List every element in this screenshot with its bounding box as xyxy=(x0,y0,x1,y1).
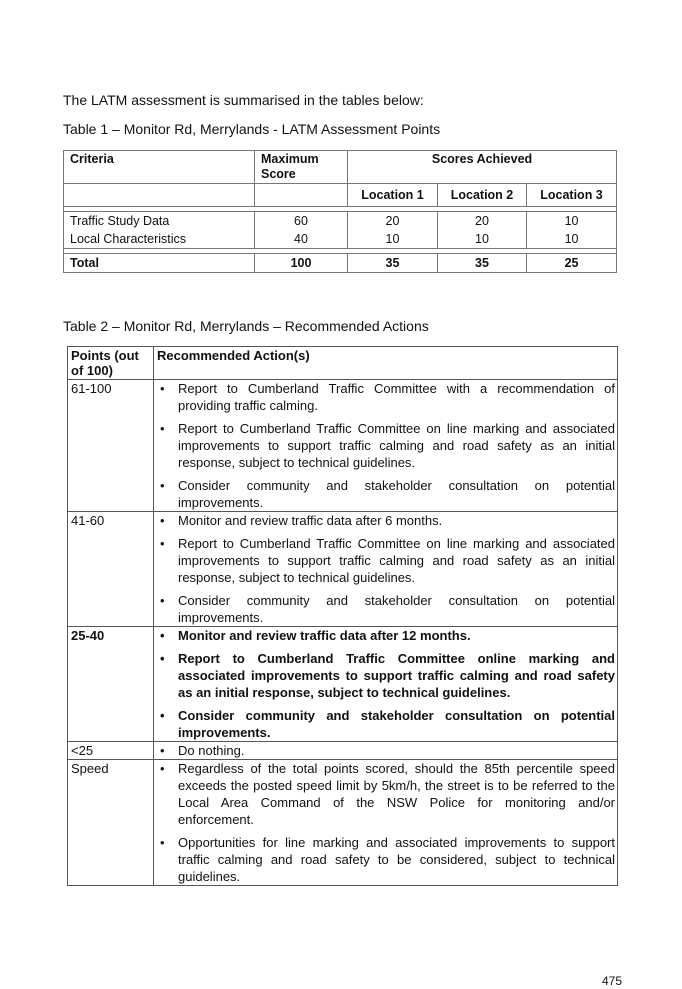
bullet-icon: • xyxy=(160,593,165,608)
action-text: Regardless of the total points scored, should the 85th percentile speed exceeds the posted speed limit by 5km/h, the street is to be referred to the Local Area Command of the NSW Police for monitoring and/or enforcement. xyxy=(178,761,615,827)
header-location-3: Location 3 xyxy=(527,184,617,207)
table-row xyxy=(64,230,617,249)
action-text: Monitor and review traffic data after 6 months. xyxy=(178,513,443,528)
criteria-cell: Local Characteristics xyxy=(64,230,255,249)
points-cell: 41-60 xyxy=(68,512,154,627)
recommended-actions-table xyxy=(67,346,618,886)
header-scores-achieved: Scores Achieved xyxy=(348,151,617,184)
list-item xyxy=(154,707,615,741)
total-location-2-cell: 35 xyxy=(438,254,527,273)
list-item xyxy=(154,742,615,759)
location-3-cell: 10 xyxy=(527,212,617,231)
points-cell: 25-40 xyxy=(68,627,154,742)
header-blank-cell xyxy=(255,184,348,207)
total-location-3-cell: 25 xyxy=(527,254,617,273)
location-1-cell: 20 xyxy=(348,212,438,231)
bullet-icon: • xyxy=(160,651,165,666)
header-blank-cell xyxy=(64,184,255,207)
action-list xyxy=(154,760,615,885)
max-score-cell: 60 xyxy=(255,212,348,231)
table2-caption: Table 2 – Monitor Rd, Merrylands – Recommended Actions xyxy=(63,318,429,334)
location-3-cell: 10 xyxy=(527,230,617,249)
list-item xyxy=(154,512,615,529)
header-recommended-actions: Recommended Action(s) xyxy=(154,347,618,380)
table1-caption: Table 1 – Monitor Rd, Merrylands - LATM Assessment Points xyxy=(63,121,441,137)
actions-cell xyxy=(154,627,618,742)
actions-cell xyxy=(154,760,618,886)
list-item xyxy=(154,627,615,644)
action-text: Do nothing. xyxy=(178,743,245,758)
action-list xyxy=(154,380,615,511)
total-row xyxy=(64,254,617,273)
actions-cell xyxy=(154,512,618,627)
list-item xyxy=(154,477,615,511)
total-label-cell: Total xyxy=(64,254,255,273)
total-max-cell: 100 xyxy=(255,254,348,273)
action-text: Monitor and review traffic data after 12 months. xyxy=(178,628,471,643)
table-row xyxy=(68,760,618,886)
bullet-icon: • xyxy=(160,478,165,493)
location-2-cell: 10 xyxy=(438,230,527,249)
list-item xyxy=(154,380,615,414)
bullet-icon: • xyxy=(160,381,165,396)
list-item xyxy=(154,834,615,885)
list-item xyxy=(154,650,615,701)
action-list xyxy=(154,742,615,759)
points-cell: Speed xyxy=(68,760,154,886)
bullet-icon: • xyxy=(160,421,165,436)
action-list xyxy=(154,512,615,626)
bullet-icon: • xyxy=(160,513,165,528)
action-text: Consider community and stakeholder consultation on potential improvements. xyxy=(178,708,615,740)
table-row xyxy=(68,627,618,742)
table-row xyxy=(68,512,618,627)
bullet-icon: • xyxy=(160,628,165,643)
header-maximum-score: Maximum Score xyxy=(255,151,348,184)
table-row xyxy=(68,380,618,512)
location-2-cell: 20 xyxy=(438,212,527,231)
action-text: Consider community and stakeholder consultation on potential improvements. xyxy=(178,478,615,510)
bullet-icon: • xyxy=(160,708,165,723)
list-item xyxy=(154,420,615,471)
table-row xyxy=(68,742,618,760)
header-points: Points (out of 100) xyxy=(68,347,154,380)
bullet-icon: • xyxy=(160,536,165,551)
action-text: Report to Cumberland Traffic Committee on line marking and associated improvements to support traffic calming and road safety as an initial response, subject to technical guidelines. xyxy=(178,421,615,470)
header-location-1: Location 1 xyxy=(348,184,438,207)
action-text: Report to Cumberland Traffic Committee online marking and associated improvements to support traffic calming and road safety as an initial response, subject to technical guidelines. xyxy=(178,651,615,700)
list-item xyxy=(154,535,615,586)
intro-text: The LATM assessment is summarised in the tables below: xyxy=(63,92,424,108)
points-cell: <25 xyxy=(68,742,154,760)
bullet-icon: • xyxy=(160,835,165,850)
actions-cell xyxy=(154,742,618,760)
location-1-cell: 10 xyxy=(348,230,438,249)
actions-cell xyxy=(154,380,618,512)
total-location-1-cell: 35 xyxy=(348,254,438,273)
bullet-icon: • xyxy=(160,743,165,758)
list-item xyxy=(154,592,615,626)
action-text: Opportunities for line marking and associated improvements to support traffic calming and road safety to be considered, subject to technical guidelines. xyxy=(178,835,615,884)
action-text: Report to Cumberland Traffic Committee on line marking and associated improvements to support traffic calming and road safety as an initial response, subject to technical guidelines. xyxy=(178,536,615,585)
header-location-2: Location 2 xyxy=(438,184,527,207)
points-cell: 61-100 xyxy=(68,380,154,512)
list-item xyxy=(154,760,615,828)
latm-assessment-points-table xyxy=(63,150,617,273)
max-score-cell: 40 xyxy=(255,230,348,249)
action-list xyxy=(154,627,615,741)
criteria-cell: Traffic Study Data xyxy=(64,212,255,231)
bullet-icon: • xyxy=(160,761,165,776)
action-text: Report to Cumberland Traffic Committee with a recommendation of providing traffic calming. xyxy=(178,381,615,413)
header-criteria: Criteria xyxy=(64,151,255,184)
table-row xyxy=(64,212,617,231)
action-text: Consider community and stakeholder consultation on potential improvements. xyxy=(178,593,615,625)
page-number: 475 xyxy=(601,974,622,988)
